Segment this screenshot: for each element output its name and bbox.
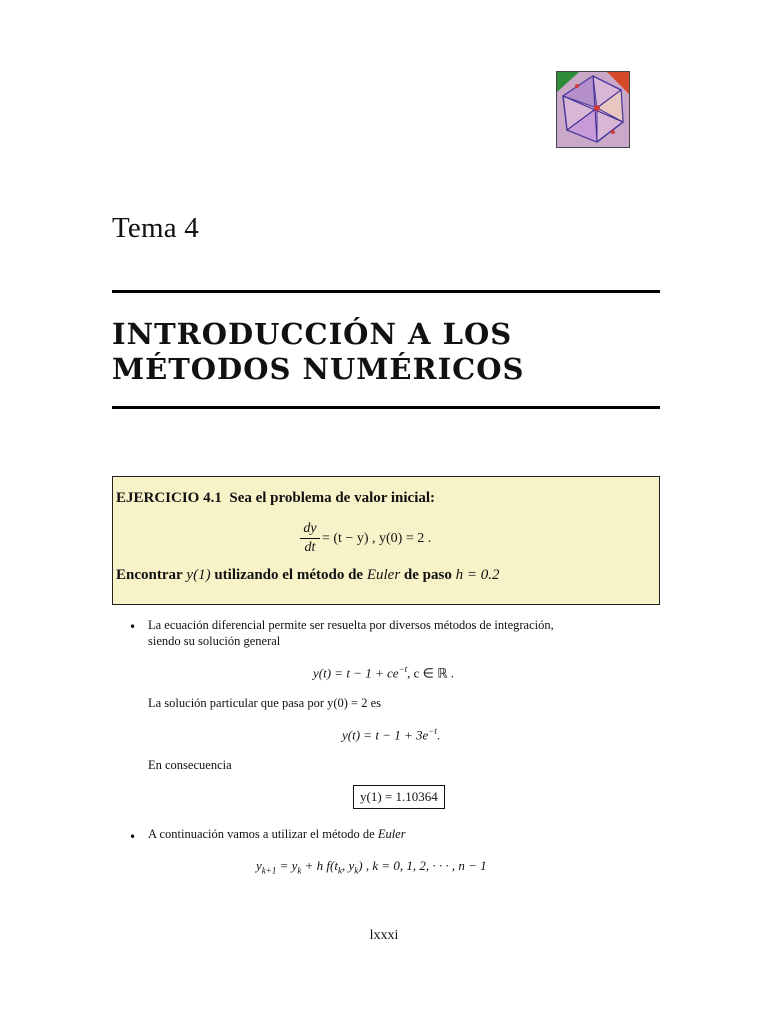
consequence-text: En consecuencia [148,758,232,772]
bullet-2-line: A continuación vamos a utilizar el método de Euler [148,827,406,841]
polyhedron-logo [556,71,630,148]
title-line-1: INTRODUCCIÓN A LOS [112,317,513,351]
exercise-heading: EJERCICIO 4.1 [116,490,222,506]
boxed-result: y(1) = 1.10364 [353,785,445,809]
fraction-numerator: dy [300,521,320,539]
particular-solution-text: La solución particular que pasa por y(0) = 2 es [148,696,382,710]
fraction-denominator: dt [304,540,316,555]
top-rule [112,290,660,293]
general-solution-equation: $y(t) = t - 1 + ce^{-t}$, c ∈ ℝ . [313,664,454,681]
chapter-label: Tema 4 [112,212,199,244]
exercise-statement: Sea el problema de valor inicial: [229,490,436,506]
ode-equation: = (t − y) , y(0) = 2 . [322,531,432,546]
page-number: lxxxi [369,928,399,943]
bullet-marker-1: • [129,620,137,634]
bullet-marker-2: • [129,830,137,844]
bottom-rule [112,406,660,409]
bullet-1-line-1: La ecuación diferencial permite ser resuelta por diversos métodos de integración, [148,618,554,632]
bullet-1-line-2: siendo su solución general [148,634,281,648]
chapter-title [112,317,524,387]
exercise-heading-line [116,490,435,507]
derivative-fraction [300,521,320,556]
particular-solution-equation: $y(t) = t - 1 + 3e^{-t}$. [342,726,441,743]
title-line-2: MÉTODOS NUMÉRICOS [112,352,525,386]
euler-formula: $y_{k+1} = y_k + h$ $f(t_k$, $y_k$) , k = 0, 1, 2, · · · , n − 1 [256,858,487,876]
exercise-task: Encontrar y(1) utilizando el método de Euler de paso h = 0.2 [116,567,500,583]
